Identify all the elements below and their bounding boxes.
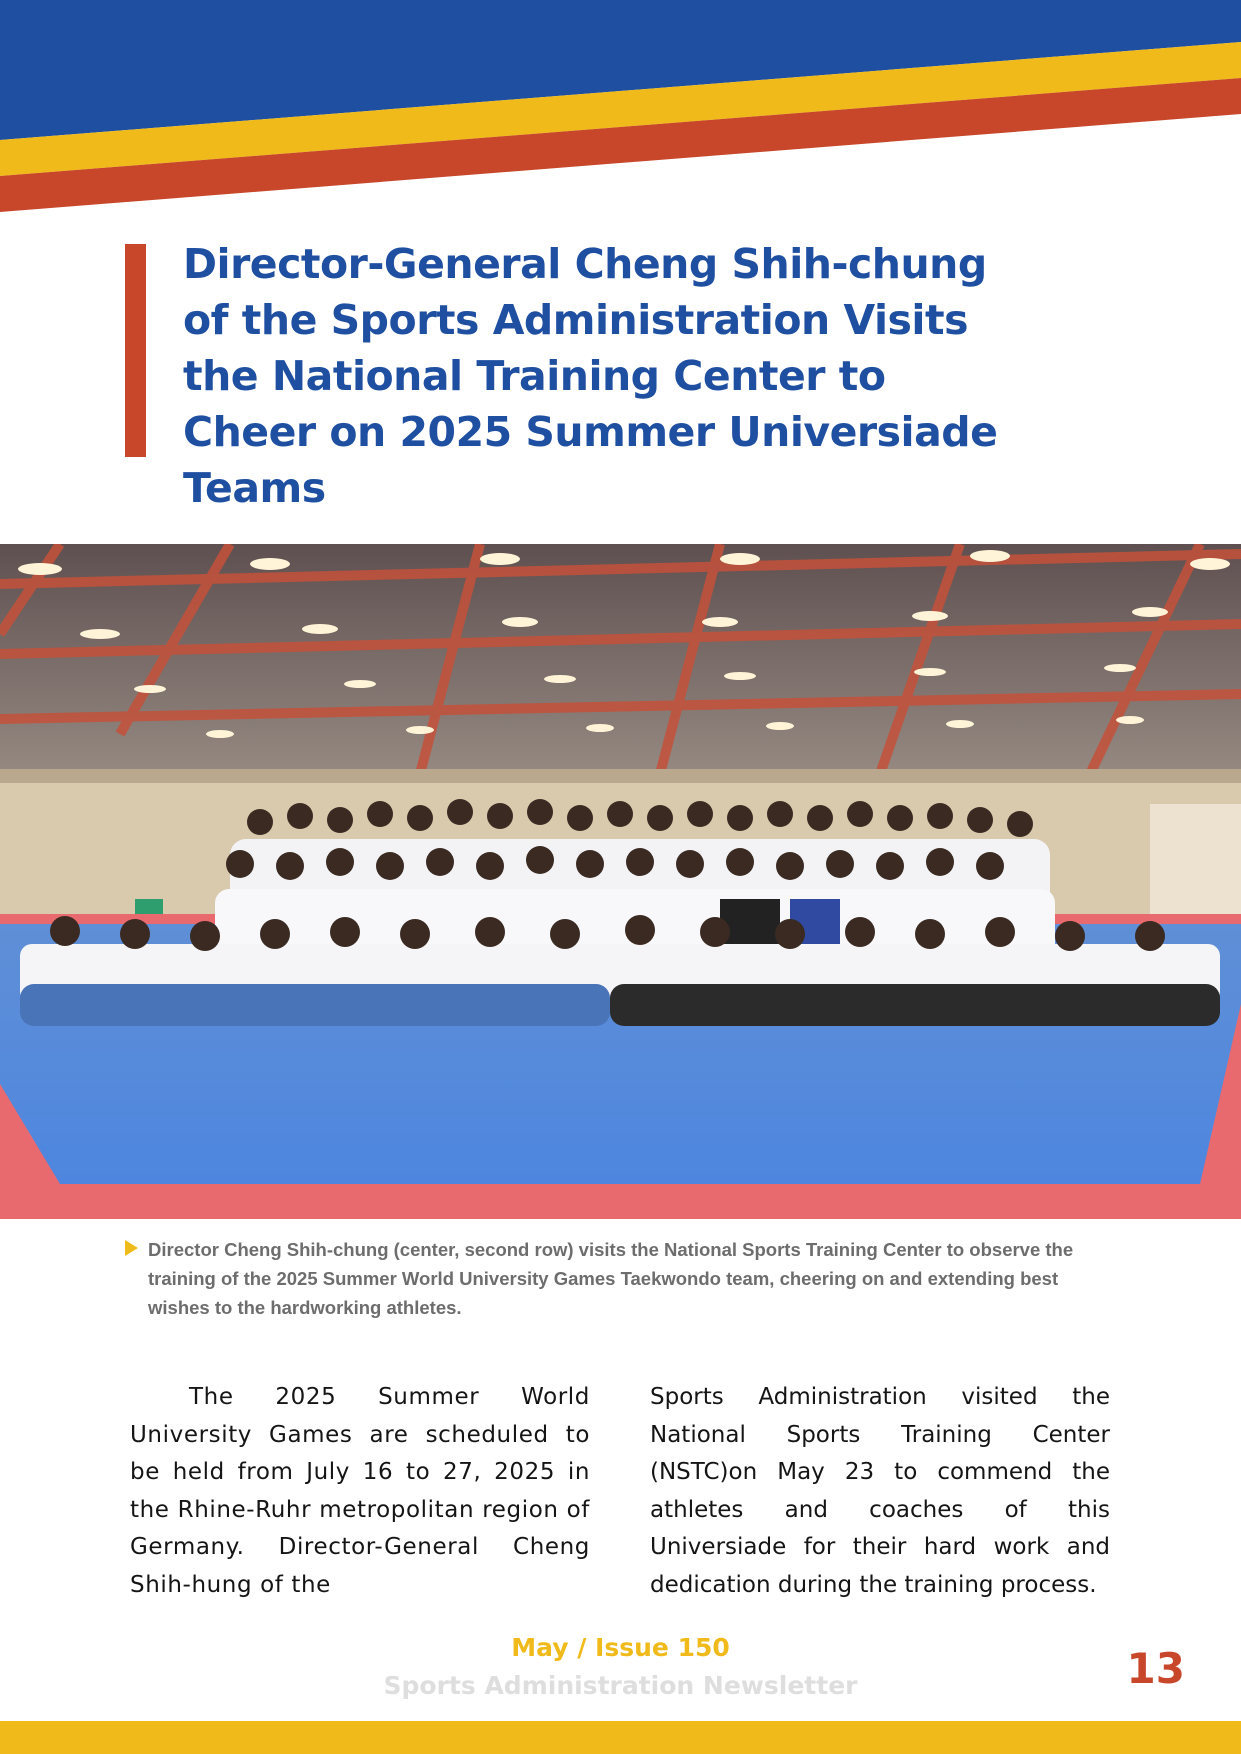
footer-newsletter-name: Sports Administration Newsletter bbox=[383, 1671, 858, 1700]
photo-caption: Director Cheng Shih-chung (center, second row) visits the National Sports Training Center to observe the training of the 2025 Summer World University Games Taekwondo team, cheering on and extending best wishes to the hardworking athletes. bbox=[148, 1239, 1074, 1318]
team-group-photo bbox=[0, 544, 1241, 1219]
article-title: Director-General Cheng Shih-chung of the Sports Administration Visits the National Training Center to Cheer on 2025 Summer Universiade Teams bbox=[183, 240, 998, 512]
header-stripe-banner bbox=[0, 0, 1241, 220]
footer-issue-label: May / Issue 150 bbox=[511, 1633, 730, 1662]
page-number: 13 bbox=[1126, 1644, 1185, 1693]
body-column-right: Sports Administration visited the National Sports Training Center (NSTC)on May 23 to commend the athletes and coaches of this Universiade for their hard work and dedication during the training process. bbox=[650, 1384, 1110, 1598]
title-accent-bar bbox=[125, 244, 146, 457]
body-column-left: The 2025 Summer World University Games are scheduled to be held from July 16 to 27, 2025 in the Rhine-Ruhr metropolitan region of Germany. Director-General Cheng Shih-hung of the bbox=[130, 1384, 590, 1598]
footer-yellow-bar bbox=[0, 1721, 1241, 1754]
caption-arrow-icon bbox=[125, 1240, 138, 1256]
